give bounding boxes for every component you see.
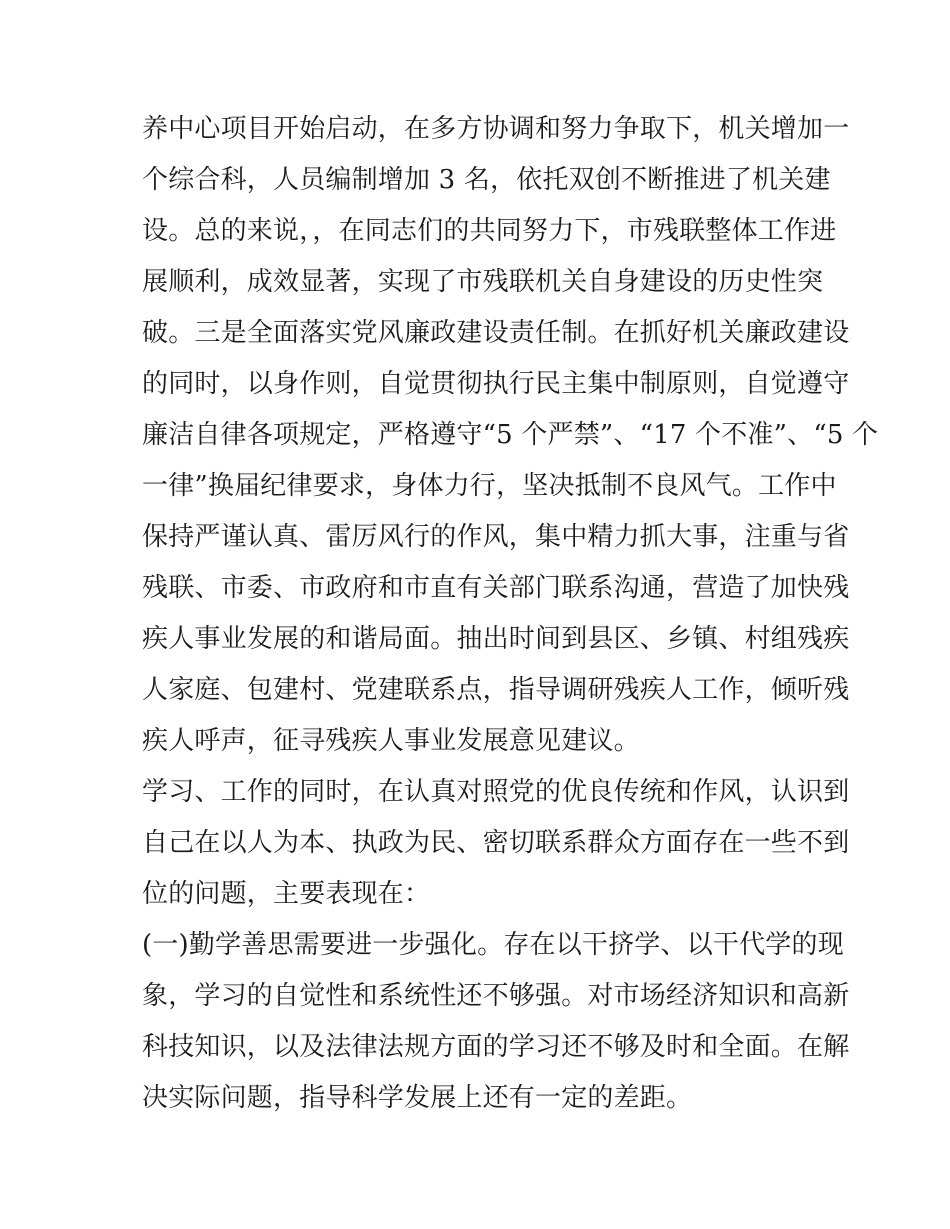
- text-line: 疾人事业发展的和谐局面。抽出时间到县区、乡镇、村组残疾: [142, 624, 850, 654]
- text-line: 自己在以人为本、执政为民、密切联系群众方面存在一些不到: [142, 828, 850, 858]
- text-line: 象，学习的自觉性和系统性还不够强。对市场经济知识和高新: [142, 981, 850, 1011]
- text-line: 设。总的来说，，在同志们的共同努力下，市残联整体工作进: [142, 216, 837, 246]
- text-line: 残联、市委、市政府和市直有关部门联系沟通，营造了加快残: [142, 573, 850, 603]
- text-line: 决实际问题，指导科学发展上还有一定的差距。: [142, 1083, 693, 1113]
- text-line: 疾人呼声，征寻残疾人事业发展意见建议。: [142, 726, 640, 756]
- text-line: 个综合科，人员编制增加 3 名，依托双创不断推进了机关建: [142, 165, 831, 195]
- text-line: 的同时，以身作则，自觉贯彻执行民主集中制原则，自觉遵守: [142, 369, 850, 399]
- text-line: 学习、工作的同时，在认真对照党的优良传统和作风，认识到: [142, 777, 850, 807]
- text-line: 展顺利，成效显著，实现了市残联机关自身建设的历史性突: [142, 267, 824, 297]
- text-line: 养中心项目开始启动，在多方协调和努力争取下，机关增加一: [142, 114, 850, 144]
- text-line: 位的问题，主要表现在：: [142, 879, 431, 909]
- text-line: 破。三是全面落实党风廉政建设责任制。在抓好机关廉政建设: [142, 318, 850, 348]
- text-line: 廉洁自律各项规定，严格遵守“5 个严禁”、“17 个不准”、“5 个: [142, 420, 879, 450]
- text-line: 保持严谨认真、雷厉风行的作风，集中精力抓大事，注重与省: [142, 522, 850, 552]
- text-line: 人家庭、包建村、党建联系点，指导调研残疾人工作，倾听残: [142, 675, 850, 705]
- text-line: 科技知识，以及法律法规方面的学习还不够及时和全面。在解: [142, 1032, 850, 1062]
- text-line: 一律”换届纪律要求，身体力行，坚决抵制不良风气。工作中: [142, 471, 837, 501]
- text-line: (一)勤学善思需要进一步强化。存在以干挤学、以干代学的现: [142, 930, 844, 960]
